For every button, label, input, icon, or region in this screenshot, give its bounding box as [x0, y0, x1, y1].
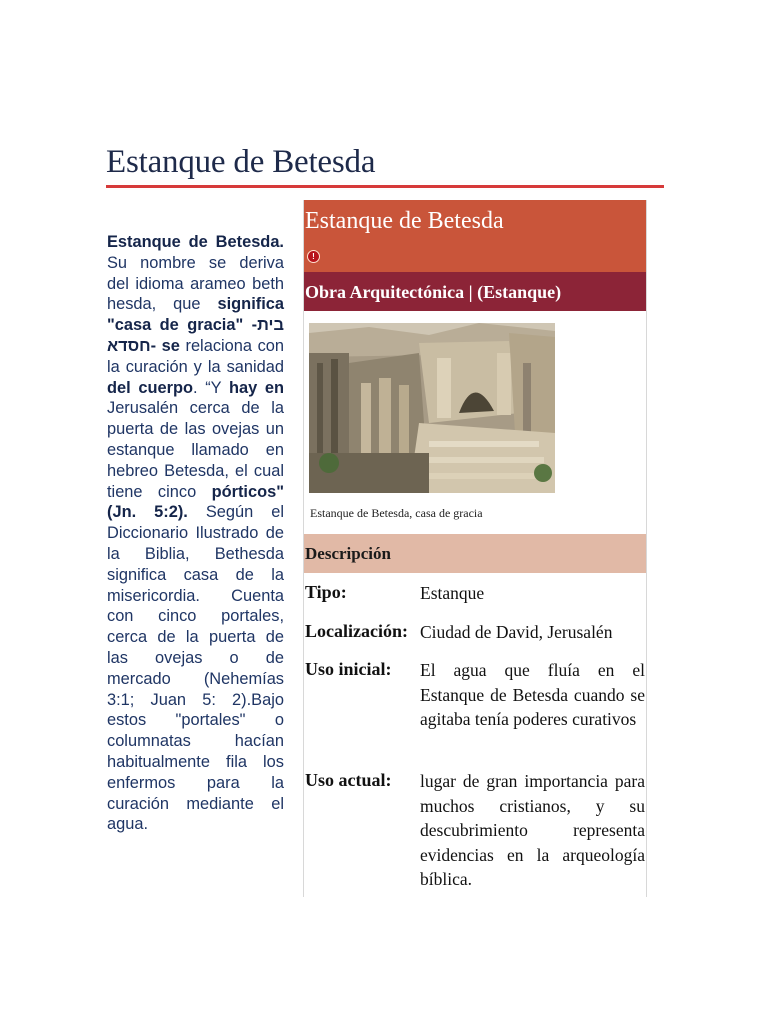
section-header-descripcion	[304, 534, 646, 573]
lead-bold-1: significa "casa de gracia" -בית חסדא- se	[107, 295, 284, 355]
pool-ruins-illustration	[309, 323, 555, 493]
row-value-localizacion: Ciudad de David, Jerusalén	[420, 622, 613, 642]
infobox-subtitle: Obra Arquitectónica | (Estanque)	[305, 282, 562, 302]
infobox	[303, 200, 647, 897]
lead-text-5: Según el Diccionario Ilustrado de la Biblia, Bethesda significa casa de la misericordia. Cuenta con cinco portales, cerca de la puerta de las ovejas o de mercado (Nehemías 3:1; Juan 5: 2).Bajo estos "portales" o columnatas hacían habitualmente fila los enfermos para la curación mediante el agua.	[107, 503, 284, 834]
page-title: Estanque de Betesda	[106, 144, 376, 180]
image-caption: Estanque de Betesda, casa de gracia	[310, 506, 483, 520]
lead-text-3: . “Y	[192, 378, 229, 397]
row-value-tipo: Estanque	[420, 583, 485, 603]
section-title: Descripción	[305, 544, 391, 563]
row-label-tipo: Tipo:	[305, 582, 347, 602]
lead-text-1: Su nombre se deriva del idioma arameo beth hesda, que	[107, 253, 284, 314]
row-label-uso-actual: Uso actual:	[305, 770, 392, 790]
infobox-header	[304, 200, 646, 272]
lead-bold-3: hay en	[228, 378, 284, 397]
row-label-localizacion: Localización:	[305, 621, 408, 641]
row-label-uso-inicial: Uso inicial:	[305, 659, 392, 679]
infobox-title: Estanque de Betesda	[305, 208, 504, 234]
alert-icon[interactable]: !	[307, 250, 320, 263]
lead-bold-title: Estanque de Betesda.	[107, 233, 284, 251]
lead-bold-4: pórticos" (Jn. 5:2).	[107, 482, 284, 522]
pool-ruins-photo[interactable]	[309, 323, 555, 493]
lead-paragraph	[107, 232, 284, 835]
title-divider	[106, 185, 664, 188]
lead-bold-2: del cuerpo	[107, 378, 193, 397]
lead-text-4: Jerusalén cerca de la puerta de las ovejas un estanque llamado en hebreo Betesda, el cual tiene cinco	[107, 399, 284, 501]
lead-text-2: relaciona con la curación y la sanidad	[107, 336, 284, 376]
row-value-uso-actual: lugar de gran importancia para muchos cristianos, y su descubrimiento representa evidencias en la arqueología bíblica.	[420, 771, 645, 889]
infobox-subtitle-bar	[304, 272, 646, 311]
row-value-uso-inicial: El agua que fluía en el Estanque de Betesda cuando se agitaba tenía poderes curativos	[420, 660, 645, 729]
